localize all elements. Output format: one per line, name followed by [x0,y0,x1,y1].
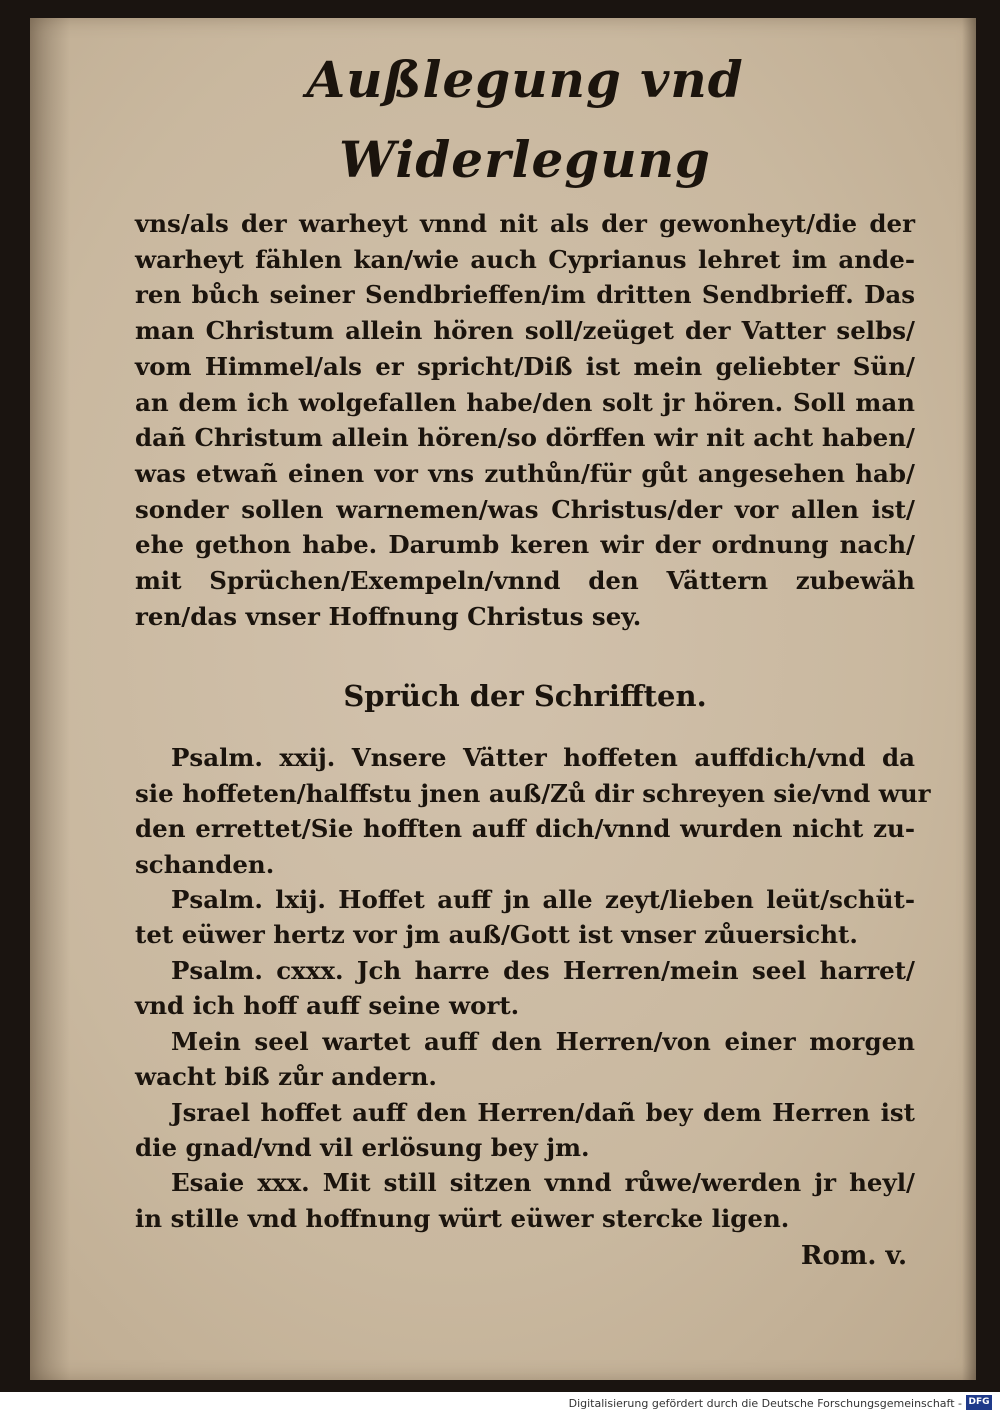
verse-line: die gnad/vnd vil erlösung bey jm. [135,1132,590,1162]
verse-line: vnd ich hoff auff seine wort. [135,991,520,1021]
page-text-block [135,40,931,1276]
gutter-shadow [30,18,70,1380]
body-line: was etwañ einen vor vns zuthůn/für gůt angesehen hab/ [135,458,915,488]
body-line: man Christum allein hören soll/zeüget der Vatter selbs/ [135,316,915,346]
body-line: ren/das vnser Hoffnung Christus sey. [135,601,642,631]
catchword: Rom. v. [800,1241,907,1272]
running-title: Außlegung vnd Widerlegung [306,50,744,189]
body-line: mit Sprüchen/Exempeln/vnnd den Vättern zubewäh [135,566,915,596]
verse-line: sie hoffeten/halffstu jnen auß/Zů dir schreyen sie/vnd wur [135,778,931,808]
body-line: dañ Christum allein hören/so dörffen wir nit acht haben/ [135,423,915,453]
body-line: ehe gethon habe. Darumb keren wir der ordnung nach/ [135,530,915,560]
verse-line: den errettet/Sie hofften auff dich/vnnd wurden nicht zu- [135,814,915,844]
verse-line: Psalm. lxij. Hoffet auff jn alle zeyt/lieben leüt/schüt- [171,885,915,915]
body-paragraph [135,206,915,634]
edge-shadow [962,18,976,1380]
verse-line: Psalm. xxij. Vnsere Vätter hoffeten auffdich/vnd da [171,743,915,773]
body-line: warheyt fählen kan/wie auch Cyprianus lehret im ande- [135,244,915,274]
verse-line: schanden. [135,849,275,879]
verse-line: Psalm. cxxx. Jch harre des Herren/mein seel harret/ [171,955,915,985]
verse-line: in stille vnd hoffnung würt eüwer stercke ligen. [135,1203,790,1233]
verse-line: wacht biß zůr andern. [135,1062,437,1092]
body-line: sonder sollen warnemen/was Christus/der vor allen ist/ [135,494,915,524]
verse-line: tet eüwer hertz vor jm auß/Gott ist vnser zůuersicht. [135,920,858,950]
verse-line: Jsrael hoffet auff den Herren/dañ bey dem Herren ist [171,1097,915,1127]
dfg-logo: DFG [966,1395,992,1410]
verse-line: Esaie xxx. Mit still sitzen vnnd růwe/werden jr heyl/ [171,1168,915,1198]
body-line: vns/als der warheyt vnnd nit als der gewonheyt/die der [135,209,915,238]
body-line: ren bůch seiner Sendbrieffen/im dritten Sendbrieff. Das [135,280,915,310]
footer-bar [0,1392,1000,1415]
body-line: an dem ich wolgefallen habe/den solt jr hören. Soll man [135,387,915,417]
body-line: vom Himmel/als er spricht/Diß ist mein geliebter Sün/ [135,351,915,381]
scripture-verses [135,740,931,1236]
section-heading: Sprüch der Schrifften. [343,679,707,714]
verse-line: Mein seel wartet auff den Herren/von einer morgen [171,1026,915,1056]
digitization-credit: Digitalisierung gefördert durch die Deutsche Forschungsgemeinschaft - [568,1397,962,1410]
